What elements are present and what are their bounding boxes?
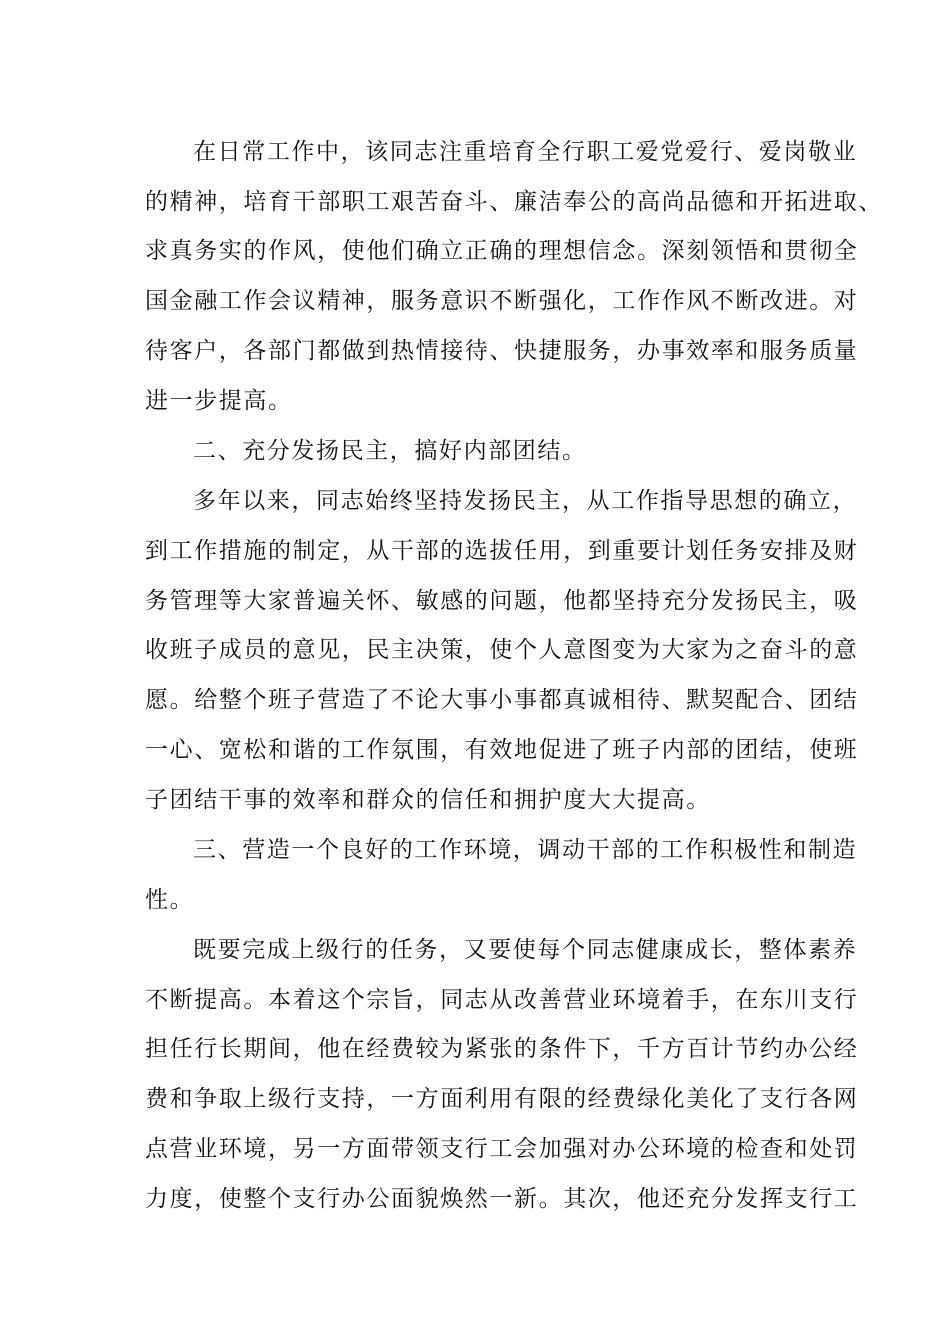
paragraph-line: 进一步提高。 — [145, 388, 293, 414]
paragraph-line: 担任行长期间，他在经费较为紧张的条件下，千方百计节约办公经 — [145, 1036, 859, 1062]
paragraph-line: 收班子成员的意见，民主决策，使个人意图变为大家为之奋斗的意 — [145, 637, 859, 663]
paragraph-line: 力度，使整个支行办公面貌焕然一新。其次，他还充分发挥支行工 — [145, 1186, 859, 1212]
paragraph-line: 既要完成上级行的任务，又要使每个同志健康成长，整体素养 — [193, 937, 858, 963]
paragraph-line: 愿。给整个班子营造了不论大事小事都真诚相待、默契配合、团结 — [145, 687, 859, 713]
paragraph-line: 一心、宽松和谐的工作氛围，有效地促进了班子内部的团结，使班 — [145, 737, 859, 763]
paragraph-line: 的精神，培育干部职工艰苦奋斗、廉洁奉公的高尚品德和开拓进取、 — [145, 189, 883, 215]
paragraph-line: 在日常工作中，该同志注重培育全行职工爱党爱行、爱岗敬业 — [193, 139, 858, 165]
paragraph-line: 到工作措施的制定，从干部的选拔任用，到重要计划任务安排及财 — [145, 538, 859, 564]
paragraph-line: 待客户，各部门都做到热情接待、快捷服务，办事效率和服务质量 — [145, 338, 859, 364]
section-heading-continued: 性。 — [145, 887, 195, 913]
section-heading: 三、营造一个良好的工作环境，调动干部的工作积极性和制造 — [193, 837, 858, 863]
paragraph-line: 子团结干事的效率和群众的信任和拥护度大大提高。 — [145, 787, 711, 813]
paragraph-line: 务管理等大家普遍关怀、敏感的问题，他都坚持充分发扬民主，吸 — [145, 588, 859, 614]
section-heading: 二、充分发扬民主，搞好内部团结。 — [193, 438, 587, 464]
paragraph-line: 国金融工作会议精神，服务意识不断强化，工作作风不断改进。对 — [145, 288, 859, 314]
paragraph-line: 点营业环境，另一方面带领支行工会加强对办公环境的检查和处罚 — [145, 1136, 859, 1162]
paragraph-line: 费和争取上级行支持，一方面利用有限的经费绿化美化了支行各网 — [145, 1086, 859, 1112]
paragraph-line: 求真务实的作风，使他们确立正确的理想信念。深刻领悟和贯彻全 — [145, 238, 859, 264]
paragraph-line: 不断提高。本着这个宗旨，同志从改善营业环境着手，在东川支行 — [145, 987, 859, 1013]
paragraph-line: 多年以来，同志始终坚持发扬民主，从工作指导思想的确立， — [193, 488, 858, 514]
